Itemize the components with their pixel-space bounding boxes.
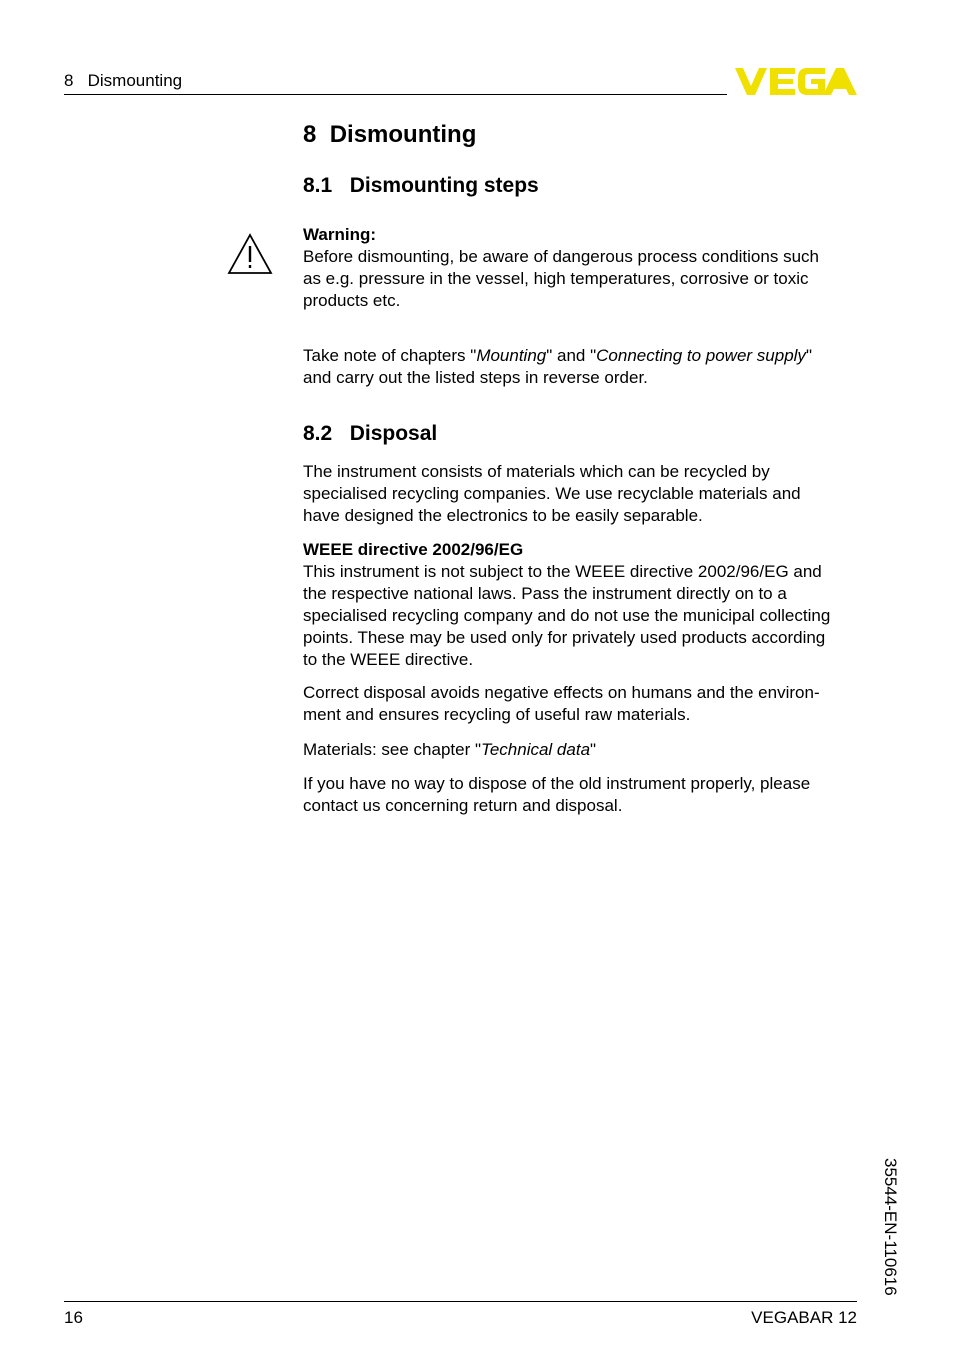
- intro-line: have designed the electronics to be easily separable.: [303, 506, 703, 525]
- warning-text: [303, 246, 859, 312]
- intro-line: The instrument consists of materials which can be recycled by: [303, 462, 770, 481]
- correct-line: Correct disposal avoids negative effects on humans and the environ-: [303, 683, 820, 702]
- weee-line: points. These may be used only for privately used products according: [303, 628, 826, 647]
- link-mounting: Mounting: [476, 346, 547, 365]
- note-text: " and ": [546, 346, 597, 365]
- header-rule: [64, 94, 727, 95]
- footer-rule: [64, 1301, 857, 1302]
- warning-triangle-icon: [227, 233, 273, 275]
- section-8-1-heading: [303, 174, 539, 198]
- weee-line: This instrument is not subject to the WEEE directive 2002/96/EG and: [303, 562, 822, 581]
- note-text: Take note of chapters ": [303, 346, 477, 365]
- page-title: [303, 121, 476, 149]
- section-8-2-number: 8.2: [303, 422, 333, 445]
- vega-logo-graphic: [735, 66, 857, 96]
- page-number: 16: [64, 1308, 83, 1327]
- warning-line: products etc.: [303, 291, 401, 310]
- mounting-note: [303, 345, 859, 389]
- weee-line: to the WEEE directive.: [303, 650, 474, 669]
- warning-line: Before dismounting, be aware of dangerous process conditions such: [303, 247, 819, 266]
- title-number: 8: [303, 121, 317, 148]
- note-line-2: and carry out the listed steps in reverse order.: [303, 368, 648, 387]
- section-8-1-number: 8.1: [303, 174, 333, 197]
- materials-suffix: ": [590, 740, 597, 759]
- intro-line: specialised recycling companies. We use recyclable materials and: [303, 484, 801, 503]
- document-number: 35544-EN-110616: [881, 1158, 900, 1296]
- weee-line: specialised recycling company and do not use the municipal collecting: [303, 606, 831, 625]
- contact-line: If you have no way to dispose of the old instrument properly, please: [303, 774, 811, 793]
- product-name: VEGABAR 12: [751, 1308, 857, 1327]
- section-8-2-title: Disposal: [349, 422, 438, 445]
- title-text: Dismounting: [329, 121, 477, 148]
- weee-text: [303, 561, 859, 671]
- weee-heading: WEEE directive 2002/96/EG: [303, 540, 524, 559]
- correct-line: ment and ensures recycling of useful raw materials.: [303, 705, 691, 724]
- warning-line: as e.g. pressure in the vessel, high temperatures, corrosive or toxic: [303, 269, 809, 288]
- link-connecting: Connecting to power supply: [596, 346, 806, 365]
- running-header: 8 Dismounting: [64, 71, 183, 90]
- disposal-intro: [303, 461, 859, 527]
- link-technical-data: Technical data: [481, 740, 591, 759]
- section-8-2-heading: [303, 422, 437, 446]
- warning-label: Warning:: [303, 225, 377, 244]
- contact-line: contact us concerning return and disposal.: [303, 796, 623, 815]
- vega-logo: [735, 66, 857, 96]
- section-8-1-title: Dismounting steps: [349, 174, 539, 197]
- weee-line: the respective national laws. Pass the instrument directly on to a: [303, 584, 787, 603]
- materials-text: [303, 739, 859, 761]
- contact-text: [303, 773, 859, 817]
- materials-prefix: Materials: see chapter ": [303, 740, 482, 759]
- note-text: ": [805, 346, 812, 365]
- correct-disposal-text: [303, 682, 859, 726]
